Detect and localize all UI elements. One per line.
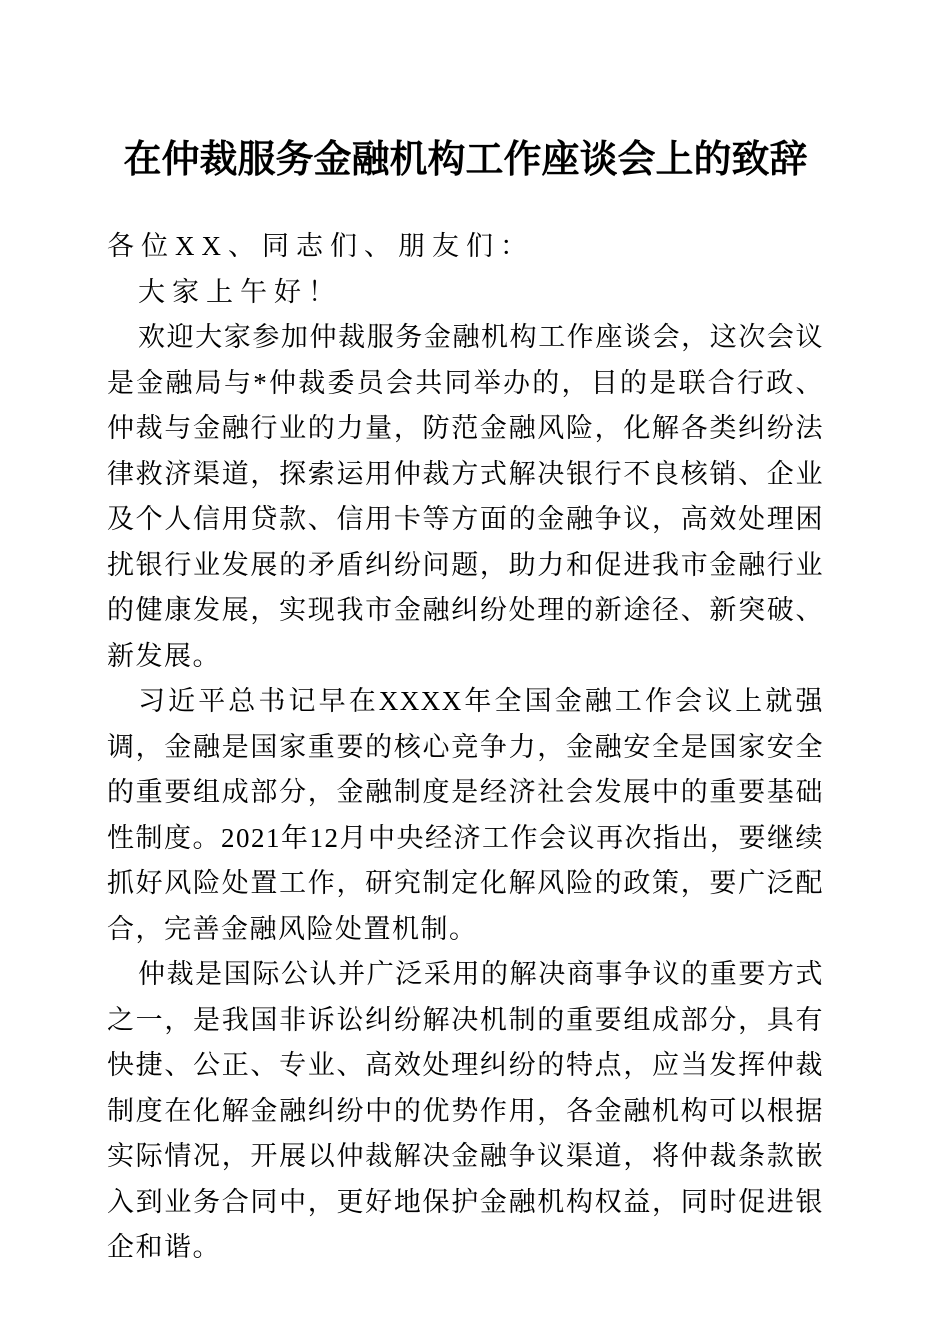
document-title: 在仲裁服务金融机构工作座谈会上的致辞 bbox=[123, 139, 808, 181]
body-paragraph: 欢迎大家参加仲裁服务金融机构工作座谈会，这次会议是金融局与*仲裁委员会共同举办的，目的是联合行政、仲裁与金融行业的力量，防范金融风险，化解各类纠纷法律救济渠道，探索运用仲裁方式解决银行不良核销、企业及个人信用贷款、信用卡等方面的金融争议，高效处理困扰银行业发展的矛盾纠纷问题，助力和促进我市金融行业的健康发展，实现我市金融纠纷处理的新途径、新突破、新发展。 bbox=[107, 322, 824, 671]
paragraph-list bbox=[107, 315, 824, 1271]
body-paragraph: 仲裁是国际公认并广泛采用的解决商事争议的重要方式之一，是我国非诉讼纠纷解决机制的重要组成部分，具有快捷、公正、专业、高效处理纠纷的特点，应当发挥仲裁制度在化解金融纠纷中的优势作用，各金融机构可以根据实际情况，开展以仲裁解决金融争议渠道，将仲裁条款嵌入到业务合同中，更好地保护金融机构权益，同时促进银企和谐。 bbox=[107, 959, 824, 1262]
body-paragraph: 习近平总书记早在XXXX年全国金融工作会议上就强调，金融是国家重要的核心竞争力，金融安全是国家安全的重要组成部分，金融制度是经济社会发展中的重要基础性制度。2021年12月中央经济工作会议再次指出，要继续抓好风险处置工作，研究制定化解风险的政策，要广泛配合，完善金融风险处置机制。 bbox=[107, 686, 824, 944]
salutation-line: 各位XX、同志们、朋友们： bbox=[107, 231, 534, 261]
greeting-line: 大家上午好！ bbox=[138, 276, 342, 307]
